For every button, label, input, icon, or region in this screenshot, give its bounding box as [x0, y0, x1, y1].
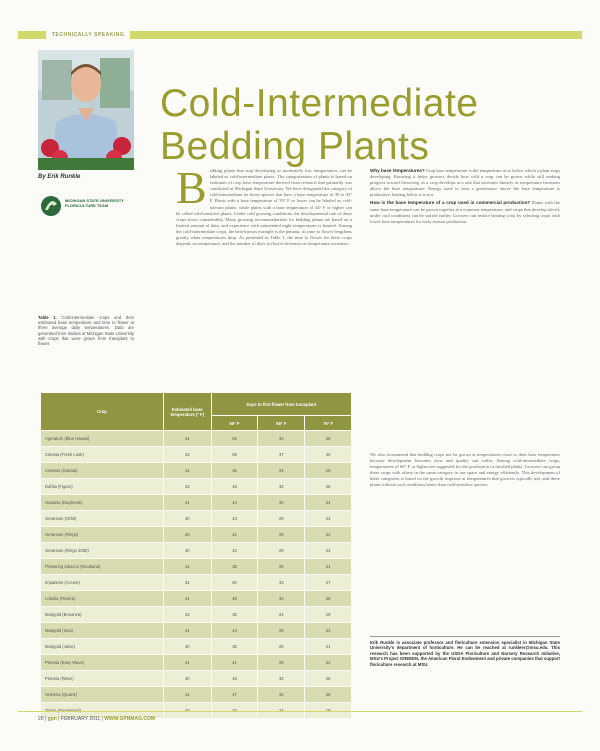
author-credit: Erik Runkle is associate professor and floriculture extension specialist in Michigan State University's department of horticulture. He can be reached at runkleer@msu.edu. This research has been supported by the USDA Floriculture and Nursery Research Initiative, MSU's Project GREEEN, the American Floral Endowment and private companies that support floriculture research at MSU. [370, 640, 560, 667]
cell-days-75: 30 [305, 447, 352, 463]
cell-days-60: 35 [211, 607, 258, 623]
cell-base-temp: 40 [163, 511, 211, 527]
cell-crop: Petunia (Easy Wave) [41, 655, 164, 671]
cell-crop: Ageratum (Blue Hawaii) [41, 431, 164, 447]
cell-crop: Marigold (Janie) [41, 639, 164, 655]
cell-days-68: 32 [258, 687, 305, 703]
cell-days-75: 22 [305, 527, 352, 543]
cell-days-60: 38 [211, 639, 258, 655]
cell-days-75: 23 [305, 511, 352, 527]
cell-base-temp: 42 [163, 559, 211, 575]
cell-crop: Marigold (Inca) [41, 623, 164, 639]
cell-days-75: 26 [305, 671, 352, 687]
cell-crop: Lobelia (Riviera) [41, 591, 164, 607]
cell-crop: Geranium (Orbit) [41, 511, 164, 527]
table-body [41, 431, 352, 719]
table-row [41, 559, 352, 575]
page-number: 20 [38, 716, 44, 722]
table-row [41, 655, 352, 671]
caption-label: Table 1. [38, 315, 57, 320]
table-row [41, 687, 352, 703]
cell-crop: Impatiens (Accent) [41, 575, 164, 591]
cell-base-temp: 40 [163, 639, 211, 655]
cell-base-temp: 41 [163, 591, 211, 607]
cell-crop: Geranium (Ringo 2000) [41, 543, 164, 559]
cell-days-68: 29 [258, 543, 305, 559]
drop-cap: B [176, 162, 207, 213]
cell-days-68: 24 [258, 463, 305, 479]
cell-base-temp: 44 [163, 431, 211, 447]
site-url: WWW.GPNMAG.COM [104, 716, 156, 722]
col-header-75: 75° F [305, 416, 352, 431]
cell-crop: Celosia (Fresh Look) [41, 447, 164, 463]
cell-days-68: 28 [258, 527, 305, 543]
data-table [40, 392, 352, 719]
cell-days-75: 19 [305, 463, 352, 479]
footer-rule [18, 711, 582, 712]
cell-base-temp: 43 [163, 479, 211, 495]
university-logo [38, 192, 134, 232]
col-header-crop: Crop [41, 393, 164, 431]
table-row [41, 447, 352, 463]
table-row [41, 623, 352, 639]
cell-days-75: 26 [305, 431, 352, 447]
cell-days-60: 56 [211, 431, 258, 447]
cell-days-60: 50 [211, 575, 258, 591]
cell-base-temp: 41 [163, 655, 211, 671]
article-column-2b [370, 452, 560, 489]
subhead-base-temp: Why base temperatures? [370, 168, 425, 173]
cell-days-60: 56 [211, 447, 258, 463]
cell-crop: Dahlia (Figaro) [41, 479, 164, 495]
cell-days-60: 44 [211, 495, 258, 511]
cell-days-75: 21 [305, 559, 352, 575]
col-header-60: 60° F [211, 416, 258, 431]
cell-base-temp: 43 [163, 447, 211, 463]
table-row [41, 527, 352, 543]
table-row [41, 591, 352, 607]
author-photo-image [38, 50, 134, 170]
cell-days-68: 29 [258, 511, 305, 527]
table-row [41, 511, 352, 527]
subhead-commercial: How is the base temperature of a crop used in commercial production? [370, 200, 531, 206]
cell-base-temp: 43 [163, 607, 211, 623]
logo-text: MICHIGAN STATE UNIVERSITY FLORICULTURE TEAM [65, 198, 124, 208]
cell-days-60: 38 [211, 559, 258, 575]
cell-days-68: 37 [258, 447, 305, 463]
issue-date: FEBRUARY 2011 [60, 716, 101, 722]
cell-days-75: 23 [305, 623, 352, 639]
article-title: Cold-Intermediate Bedding Plants [160, 82, 479, 168]
table-row [41, 671, 352, 687]
cell-days-60: 49 [211, 591, 258, 607]
cell-days-68: 32 [258, 671, 305, 687]
caption-text: Cold-intermediate crops and their estimated base temperature and time to flower at three average daily temperatures. Data are generated from studies at Michigan State University with crops that were grown from transplant to flower. [38, 315, 134, 347]
table-row [41, 463, 352, 479]
col-header-68: 68° F [258, 416, 305, 431]
col-header-base: Estimated base temperature (° F) [163, 393, 211, 431]
table-row [41, 479, 352, 495]
cell-crop: Flowering tobacco (Nicotiana) [41, 559, 164, 575]
cell-days-60: 46 [211, 479, 258, 495]
cell-days-60: 43 [211, 511, 258, 527]
article-body-2: Crop base temperature is the temperature at or below which a plant stops developing. Knowing it helps growers decide how cold a crop can be grown while still making progress toward flowering, as a crop develops at a rate that increases linearly as temperature increases above the base temperature. Energy used to heat a greenhouse above the base temperature is productive; heating below it is not. [370, 168, 560, 198]
section-tag: TECHNICALLY SPEAKING [46, 29, 130, 41]
cell-base-temp: 40 [163, 527, 211, 543]
cell-days-68: 24 [258, 607, 305, 623]
cell-base-temp: 40 [163, 671, 211, 687]
cell-days-68: 26 [258, 559, 305, 575]
article-column-2 [370, 168, 560, 227]
table-row [41, 543, 352, 559]
cell-days-75: 22 [305, 655, 352, 671]
cell-days-68: 33 [258, 431, 305, 447]
cell-days-60: 41 [211, 655, 258, 671]
cell-base-temp: 41 [163, 495, 211, 511]
author-photo [38, 50, 134, 170]
cell-days-60: 47 [211, 687, 258, 703]
cell-base-temp: 42 [163, 463, 211, 479]
cell-crop: Cosmos (Sonata) [41, 463, 164, 479]
cell-days-75: 23 [305, 543, 352, 559]
cell-days-68: 26 [258, 639, 305, 655]
cell-days-60: 48 [211, 671, 258, 687]
table-row [41, 431, 352, 447]
col-header-days: Days to first flower from transplant [211, 393, 351, 416]
cell-days-68: 29 [258, 623, 305, 639]
article-body-1: edding plants that stop developing at moderately low temperatures can be labeled as cold-intermediate plants. The categorization of plants is based on estimates of crop base temperature derived from research that primarily was conducted at Michigan State University. We have designated the category of cold-intermediate for those species that have a base temperature of 39 to 43° F. Plants with a base temperature of 39° F or lower can be labeled as cold-tolerant plants, while plants with a base temperature of 44° F or higher can be called cold-sensitive plants. Under cold growing conditions, the developmental rate of these crops slows considerably. Many growing recommendations for bedding plants are based on a limited amount of data, and experience with unintended night temperatures is limited. Among the cold-intermediate crops, the best-known example is the petunia; its time to flower lengthens greatly when temperatures drop. As presented in Table 1, the time to flower for these crops depends on temperature, and the number of days to flower decreases as temperature increases. [176, 168, 352, 247]
cell-days-68: 30 [258, 495, 305, 511]
cell-crop: Geranium (Ringo) [41, 527, 164, 543]
article-body-3: Plants with the same base temperature can be grown together at a common temperature, and crops that develop slowly under cool conditions can be started earlier. Growers can reduce heating costs by selecting crops with lower base temperatures for early-season production. [370, 200, 560, 224]
cell-crop: Verbena (Quartz) [41, 687, 164, 703]
cell-days-75: 26 [305, 687, 352, 703]
cell-base-temp: 40 [163, 543, 211, 559]
cell-days-60: 36 [211, 463, 258, 479]
cell-crop: Gazania (Daybreak) [41, 495, 164, 511]
cell-days-60: 43 [211, 623, 258, 639]
cell-days-75: 26 [305, 591, 352, 607]
cell-days-60: 42 [211, 543, 258, 559]
cell-crop: Marigold (Bonanza) [41, 607, 164, 623]
cell-base-temp: 42 [163, 575, 211, 591]
table-row [41, 639, 352, 655]
msu-spartan-logo-icon [40, 194, 62, 218]
article-column-1 [176, 162, 352, 247]
cell-days-75: 19 [305, 607, 352, 623]
byline: By Erik Runkle [38, 174, 81, 180]
cell-days-68: 33 [258, 575, 305, 591]
page-footer: 20 | gpn | FEBRUARY 2011 | WWW.GPNMAG.COM [38, 716, 156, 722]
cell-days-60: 42 [211, 527, 258, 543]
cell-days-68: 33 [258, 591, 305, 607]
article-body-4: We also recommend that bedding crops not be grown at temperatures close to their base temperature because development becomes slow and quality can suffer. Among cold-intermediate crops, temperatures of 60° F or higher are suggested for the production of finished plants. Growers can group these crops with others in the same category to use space and energy efficiently. This development of these categories is based on the growth response at temperatures that growers typically use, and these plants tolerate cool conditions better than cold-sensitive species. [370, 452, 560, 488]
table-row [41, 575, 352, 591]
cell-days-75: 21 [305, 639, 352, 655]
cell-days-75: 24 [305, 495, 352, 511]
cell-days-75: 26 [305, 479, 352, 495]
brand-name: gpn [47, 716, 57, 722]
table-caption [38, 315, 134, 346]
cell-base-temp: 42 [163, 687, 211, 703]
cell-days-68: 32 [258, 479, 305, 495]
table-row [41, 607, 352, 623]
credit-rule [370, 636, 560, 637]
table-row [41, 495, 352, 511]
cell-days-68: 28 [258, 655, 305, 671]
cell-days-75: 27 [305, 575, 352, 591]
cell-base-temp: 41 [163, 623, 211, 639]
cell-crop: Petunia (Wave) [41, 671, 164, 687]
